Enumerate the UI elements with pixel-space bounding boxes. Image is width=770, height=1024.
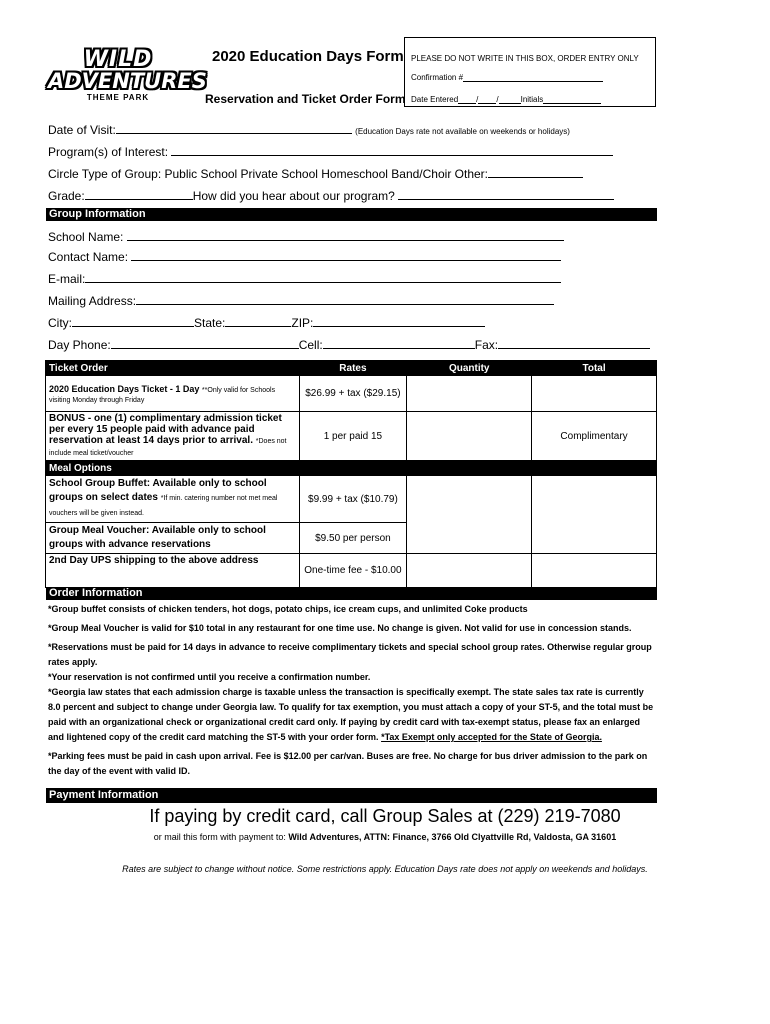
payment-information-header: Payment Information (46, 788, 657, 803)
logo-line2: ADVENTURES (48, 69, 207, 93)
total-ups-field[interactable] (532, 554, 657, 588)
header-ticket-order: Ticket Order (46, 361, 300, 376)
date-entered-label: Date Entered / / Initials (411, 94, 601, 104)
grade-field[interactable] (85, 187, 193, 200)
email-row: E-mail: (48, 270, 561, 286)
fax-field[interactable] (498, 336, 650, 349)
ticket-order-table (45, 360, 657, 588)
state-field[interactable] (225, 314, 291, 327)
mail-address-line: or mail this form with payment to: Wild Adventures, ATTN: Finance, 3766 Old Clyattville Rd, Valdosta, GA 31601 (153, 832, 617, 842)
table-row: BONUS - one (1) complimentary admission ticket per every 15 people paid with advance paid reservation at least 14 days prior to arrival. *Does not include meal ticket/voucher 1 per paid 15 Complimentary (46, 412, 657, 461)
grade-row: Grade: How did you hear about our program? (48, 187, 614, 203)
office-notice: PLEASE DO NOT WRITE IN THIS BOX, ORDER ENTRY ONLY (411, 54, 639, 63)
note-parking: *Parking fees must be paid in cash upon arrival. Fee is $12.00 per car/van. Buses are free. No charge for bus driver admission to the park on the day of the event with valid ID. (48, 751, 648, 776)
form-title: 2020 Education Days Form (212, 48, 404, 65)
hear-about-field[interactable] (398, 187, 614, 200)
school-name-field[interactable] (127, 228, 564, 241)
header-quantity: Quantity (407, 361, 532, 376)
city-field[interactable] (72, 314, 194, 327)
quantity-ups-field[interactable] (407, 554, 532, 588)
day-phone-field[interactable] (111, 336, 299, 349)
quantity-bonus-field[interactable] (407, 412, 532, 461)
contact-name-row: Contact Name: (48, 248, 561, 264)
total-ticket1-field[interactable] (532, 376, 657, 412)
date-of-visit-row: Date of Visit: (Education Days rate not available on weekends or holidays) (48, 123, 570, 137)
table-row: 2nd Day UPS shipping to the above address One-time fee - $10.00 (46, 554, 657, 588)
mailing-address-field[interactable] (136, 292, 554, 305)
call-group-sales: If paying by credit card, call Group Sales at (229) 219-7080 (149, 806, 621, 826)
other-type-field[interactable] (488, 165, 583, 178)
order-notes (48, 602, 658, 779)
meal-options-header: Meal Options (46, 461, 657, 476)
header-total: Total (532, 361, 657, 376)
logo-line1: WILD (83, 47, 153, 72)
group-type-row: Circle Type of Group: Public School Private School Homeschool Band/Choir Other: (48, 165, 583, 181)
quantity-ticket1-field[interactable] (407, 376, 532, 412)
date-note: (Education Days rate not available on weekends or holidays) (355, 127, 570, 136)
logo-line3: THEME PARK (86, 93, 150, 102)
table-header-row (46, 361, 657, 376)
note-reservation: *Reservations must be paid for 14 days in advance to receive complimentary tickets and special school group rates. Otherwise regular group rates apply. (48, 642, 652, 667)
form-subtitle: Reservation and Ticket Order Form (205, 92, 406, 106)
note-tax: *Georgia law states that each admission charge is taxable unless the transaction is specifically exempt. The state sales tax rate is currently 8.0 percent and subject to change under Georgia law. To qualify for tax exemption, you must attach a copy of your ST-5, and the total must be paid with an organizational check or organizational credit card only. If paying by credit card with tax-exempt status, please fax an enlarged and lightened copy of the credit card matching the ST-5 with your order form. *Tax Exempt only accepted for the State of Georgia. (48, 687, 654, 742)
group-information-header: Group Information (46, 208, 657, 221)
office-use-box (404, 37, 656, 107)
date-of-visit-field[interactable] (116, 121, 352, 134)
table-row: Group Meal Voucher: Available only to school groups with advance reservations $9.50 per person (46, 523, 657, 554)
note-confirmation: *Your reservation is not confirmed until you receive a confirmation number. (48, 672, 371, 682)
email-field[interactable] (85, 270, 561, 283)
rates-disclaimer: Rates are subject to change without notice. Some restrictions apply. Education Days rate does not apply on weekends and holidays. (122, 864, 648, 874)
table-row: School Group Buffet: Available only to school groups on select dates *If min. catering number not met meal vouchers will be given instead. $9.99 + tax ($10.79) (46, 476, 657, 523)
contact-name-field[interactable] (131, 248, 561, 261)
city-row: City: State: ZIP: (48, 314, 485, 330)
cell-field[interactable] (323, 336, 475, 349)
note-voucher: *Group Meal Voucher is valid for $10 total in any restaurant for one time use. No change is given. Not valid for use in concession stands. (48, 623, 632, 633)
programs-field[interactable] (171, 143, 613, 156)
school-name-row: School Name: (48, 228, 564, 244)
table-row: 2020 Education Days Ticket - 1 Day **Only valid for Schools visiting Monday through Friday $26.99 + tax ($29.15) (46, 376, 657, 412)
phone-row: Day Phone: Cell: Fax: (48, 336, 650, 352)
total-meal-field[interactable] (532, 476, 657, 554)
header-rates: Rates (299, 361, 407, 376)
confirmation-number-label: Confirmation # (411, 72, 603, 82)
wild-adventures-logo (48, 47, 207, 108)
programs-row: Program(s) of Interest: (48, 143, 613, 159)
order-information-header: Order Information (46, 587, 657, 600)
quantity-meal-field[interactable] (407, 476, 532, 554)
note-buffet: *Group buffet consists of chicken tenders, hot dogs, potato chips, ice cream cups, and unlimited Coke products (48, 604, 528, 614)
zip-field[interactable] (313, 314, 485, 327)
mailing-address-row: Mailing Address: (48, 292, 554, 308)
